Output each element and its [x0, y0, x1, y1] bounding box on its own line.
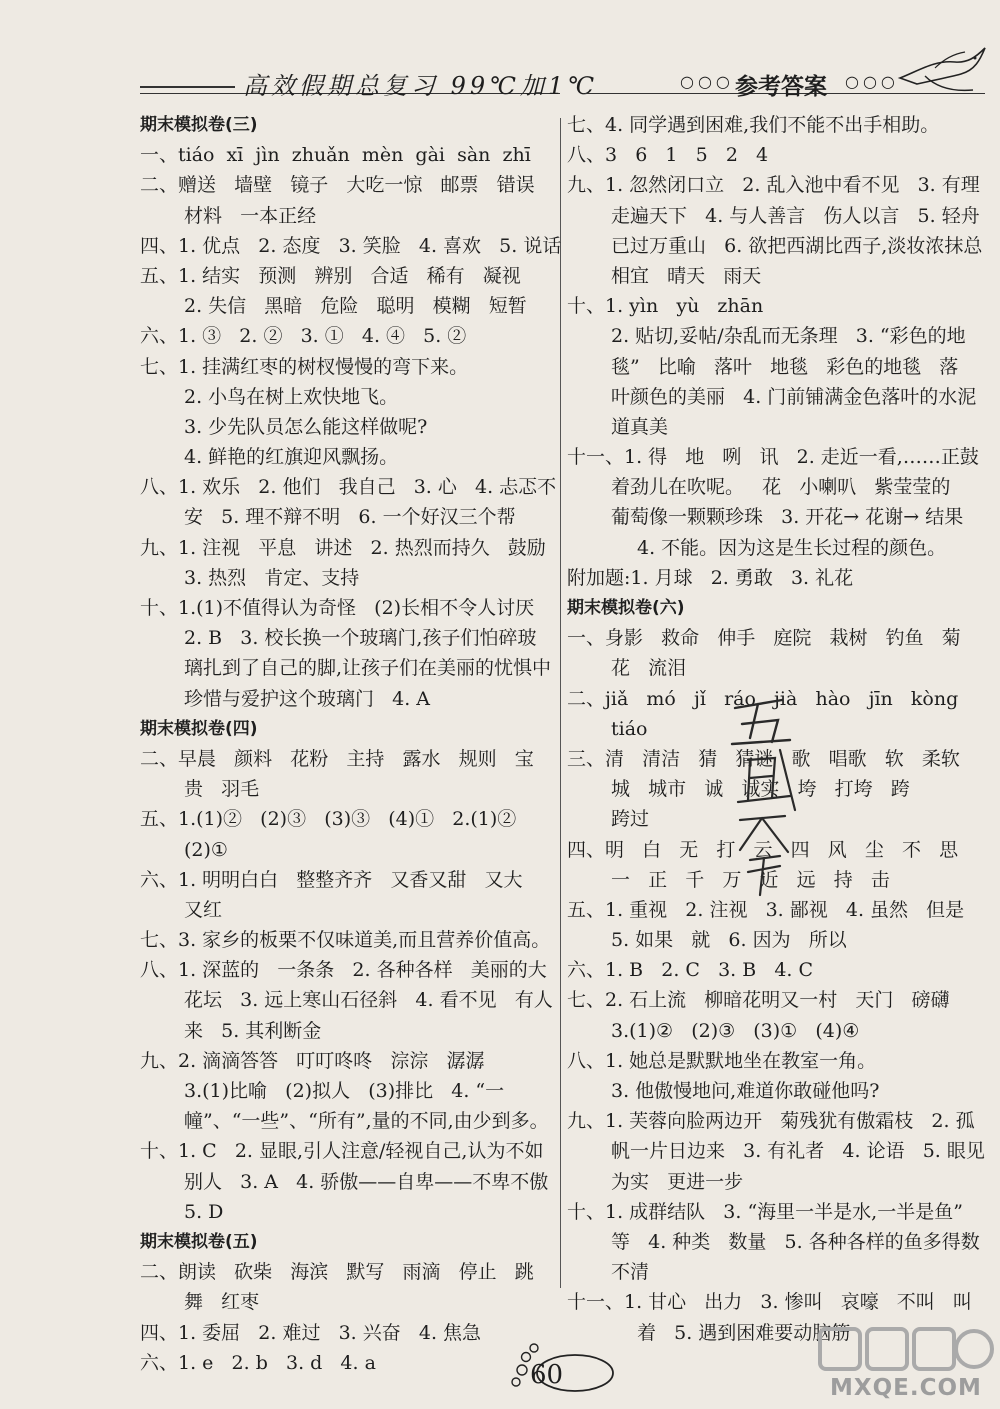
right-answer-line: 花 流泪 — [611, 657, 687, 680]
left-answer-line: 贵 羽毛 — [184, 778, 260, 801]
left-answer-line: (2)① — [184, 838, 228, 861]
left-answer-line: 七、3. 家乡的板栗不仅味道美,而且营养价值高。 — [140, 929, 551, 952]
left-answer-line: 4. 鲜艳的红旗迎风飘扬。 — [184, 446, 399, 469]
header-circles-left: ○○○ — [680, 72, 734, 91]
header-answer-label: 参考答案 — [735, 73, 827, 100]
right-answer-line: 八、3 6 1 5 2 4 — [567, 144, 769, 167]
right-answer-line: 叶颜色的美丽 4. 门前铺满金色落叶的水泥 — [611, 385, 977, 408]
right-answer-line: 着劲儿在吹呢。 花 小喇叭 紫莹莹的 — [611, 476, 951, 499]
left-answer-line: 璃扎到了自己的脚,让孩子们在美丽的忧惧中 — [184, 657, 552, 680]
page-header — [0, 0, 1000, 110]
right-answer-line: 五、1. 重视 2. 注视 3. 鄙视 4. 虽然 但是 — [567, 898, 965, 921]
column-divider — [560, 118, 561, 1288]
left-answer-line: 珍惜与爱护这个玻璃门 4. A — [184, 687, 431, 710]
right-answer-line: 六、1. B 2. C 3. B 4. C — [567, 959, 814, 982]
left-answer-line: 五、1. 结实 预测 辨别 合适 稀有 凝视 — [140, 264, 521, 287]
left-answer-line: 3.(1)比喻 (2)拟人 (3)排比 4. “一 — [184, 1080, 505, 1102]
right-answer-line: 二、jiǎ mó jǐ ráo jià hào jīn kòng — [567, 687, 959, 710]
left-answer-line: 2. B 3. 校长换一个玻璃门,孩子们怕碎玻 — [184, 627, 537, 650]
right-answer-line: 七、2. 石上流 柳暗花明又一村 天门 磅礴 — [567, 989, 950, 1012]
right-answer-line: 3. 他傲慢地问,难道你敢碰他吗? — [611, 1080, 880, 1102]
left-answer-line: 六、1. 明明白白 整整齐齐 又香又甜 又大 — [140, 868, 523, 891]
left-answer-line: 又红 — [184, 898, 223, 921]
right-answer-line: 不清 — [611, 1261, 650, 1284]
header-circles-right: ○○○ — [845, 72, 899, 91]
section-heading: 期末模拟卷(五) — [140, 1231, 258, 1252]
right-answer-line: 八、1. 她总是默默地坐在教室一角。 — [567, 1049, 877, 1072]
handwritten-annotation — [720, 690, 810, 900]
left-answer-line: 六、1. e 2. b 3. d 4. a — [140, 1351, 376, 1374]
left-answer-line: 别人 3. A 4. 骄傲——自卑——不卑不傲 — [184, 1170, 549, 1193]
right-answer-line: 七、4. 同学遇到困难,我们不能不出手相助。 — [567, 114, 940, 136]
left-answer-line: 十、1. C 2. 显眼,引人注意/轻视自己,认为不如 — [140, 1140, 544, 1163]
left-answer-line: 八、1. 欢乐 2. 他们 我自己 3. 心 4. 忐忑不 — [140, 476, 557, 499]
header-rule-left — [140, 86, 235, 88]
right-answer-line: 2. 贴切,妥帖/杂乱而无条理 3. “彩色的地 — [611, 325, 966, 348]
left-answer-line: 二、赠送 墙壁 镜子 大吃一惊 邮票 错误 — [140, 174, 535, 197]
left-answer-line: 2. 失信 黑暗 危险 聪明 模糊 短暂 — [184, 295, 527, 318]
right-answer-line: 九、1. 忽然闭口立 2. 乱入池中看不见 3. 有理 — [567, 174, 980, 197]
right-answer-line: 已过万重山 6. 欲把西湖比西子,淡妆浓抹总 — [611, 234, 983, 257]
right-answer-line: 跨过 — [611, 808, 650, 831]
right-answer-line: 帆一片日边来 3. 有礼者 4. 论语 5. 眼见 — [611, 1140, 985, 1163]
left-answer-line: 5. D — [184, 1200, 224, 1223]
left-answer-line: 材料 一本正经 — [184, 204, 317, 227]
left-answer-line: 九、1. 注视 平息 讲述 2. 热烈而持久 鼓励 — [140, 536, 546, 559]
right-answer-line: 3.(1)② (2)③ (3)① (4)④ — [611, 1019, 860, 1042]
left-answer-line: 九、2. 滴滴答答 叮叮咚咚 淙淙 潺潺 — [140, 1049, 485, 1072]
right-answer-line: 附加题:1. 月球 2. 勇敢 3. 礼花 — [567, 566, 854, 589]
left-answer-line: 2. 小鸟在树上欢快地飞。 — [184, 385, 399, 408]
left-answer-line: 四、1. 优点 2. 态度 3. 笑脸 4. 喜欢 5. 说话 — [140, 234, 562, 257]
right-answer-line: 5. 如果 就 6. 因为 所以 — [611, 929, 847, 952]
right-answer-line: 毯” 比喻 落叶 地毯 彩色的地毯 落 — [611, 355, 959, 378]
right-answer-line: 道真美 — [611, 415, 669, 438]
right-answer-line: 一 正 千 万 近 远 持 击 — [611, 868, 890, 891]
bird-icon — [895, 40, 990, 100]
page-number: 60 — [530, 1360, 564, 1390]
left-answer-line: 十、1.(1)不值得认为奇怪 (2)长相不令人讨厌 — [140, 597, 535, 619]
right-answer-line: 九、1. 芙蓉向脸两边开 菊残犹有傲霜枝 2. 孤 — [567, 1110, 975, 1133]
answer-column-left — [140, 110, 560, 1378]
right-answer-line: 十一、1. 得 地 咧 讯 2. 走近一看,……正鼓 — [567, 446, 979, 469]
right-answer-line: 着 5. 遇到困难要动脑筋 — [637, 1321, 851, 1344]
left-answer-line: 四、1. 委屈 2. 难过 3. 兴奋 4. 焦急 — [140, 1321, 482, 1344]
left-answer-line: 舞 红枣 — [184, 1291, 260, 1314]
right-answer-line: tiáo — [611, 717, 648, 740]
right-answer-line: 一、身影 救命 伸手 庭院 栽树 钓鱼 菊 — [567, 627, 961, 650]
right-answer-line: 十、1. yìn yù zhān — [567, 295, 764, 318]
section-heading: 期末模拟卷(三) — [140, 115, 258, 135]
left-answer-line: 来 5. 其利断金 — [184, 1019, 322, 1042]
left-answer-line: 六、1. ③ 2. ② 3. ① 4. ④ 5. ② — [140, 325, 467, 348]
left-answer-line: 二、早晨 颜料 花粉 主持 露水 规则 宝 — [140, 747, 534, 770]
right-answer-line: 为实 更进一步 — [611, 1170, 744, 1193]
left-answer-line: 一、tiáo xī jìn zhuǎn mèn gài sàn zhī — [140, 144, 531, 167]
left-answer-line: 安 5. 理不辩不明 6. 一个好汉三个帮 — [184, 506, 516, 529]
right-answer-line: 三、清 清洁 猜 猜谜 歌 唱歌 软 柔软 — [567, 747, 960, 770]
right-answer-line: 城 城市 诚 诚实 垮 打垮 跨 — [611, 778, 910, 801]
right-answer-line: 四、明 白 无 打 云 四 风 尘 不 思 — [567, 838, 959, 861]
right-answer-line: 走遍天下 4. 与人善言 伤人以言 5. 轻舟 — [611, 204, 980, 227]
section-heading: 期末模拟卷(四) — [140, 718, 258, 739]
left-answer-line: 七、1. 挂满红枣的树杈慢慢的弯下来。 — [140, 355, 469, 378]
left-answer-line: 幢”、“一些”、“所有”,量的不同,由少到多。 — [184, 1110, 549, 1133]
right-answer-line: 等 4. 种类 数量 5. 各种各样的鱼多得数 — [611, 1230, 980, 1253]
right-answer-line: 葡萄像一颗颗珍珠 3. 开花→ 花谢→ 结果 — [611, 506, 964, 529]
section-heading: 期末模拟卷(六) — [567, 598, 685, 618]
right-answer-line: 相宜 晴天 雨天 — [611, 264, 762, 287]
left-answer-line: 花坛 3. 远上寒山石径斜 4. 看不见 有人 — [184, 989, 553, 1012]
right-answer-line: 十、1. 成群结队 3. “海里一半是水,一半是鱼” — [567, 1200, 963, 1223]
left-answer-line: 二、朗读 砍柴 海滨 默写 雨滴 停止 跳 — [140, 1261, 534, 1284]
left-answer-line: 八、1. 深蓝的 一条条 2. 各种各样 美丽的大 — [140, 959, 547, 982]
right-answer-line: 4. 不能。因为这是生长过程的颜色。 — [637, 536, 947, 559]
right-answer-line: 十一、1. 甘心 出力 3. 惨叫 哀嚎 不叫 叫 — [567, 1291, 972, 1314]
header-title: 高效假期总复习 99℃加1℃ — [243, 72, 599, 100]
left-answer-line: 3. 热烈 肯定、支持 — [184, 566, 360, 589]
left-answer-line: 五、1.(1)② (2)③ (3)③ (4)① 2.(1)② — [140, 808, 517, 831]
watermark-text: MXQE.COM — [830, 1375, 982, 1401]
left-answer-line: 3. 少先队员怎么能这样做呢? — [184, 415, 428, 438]
